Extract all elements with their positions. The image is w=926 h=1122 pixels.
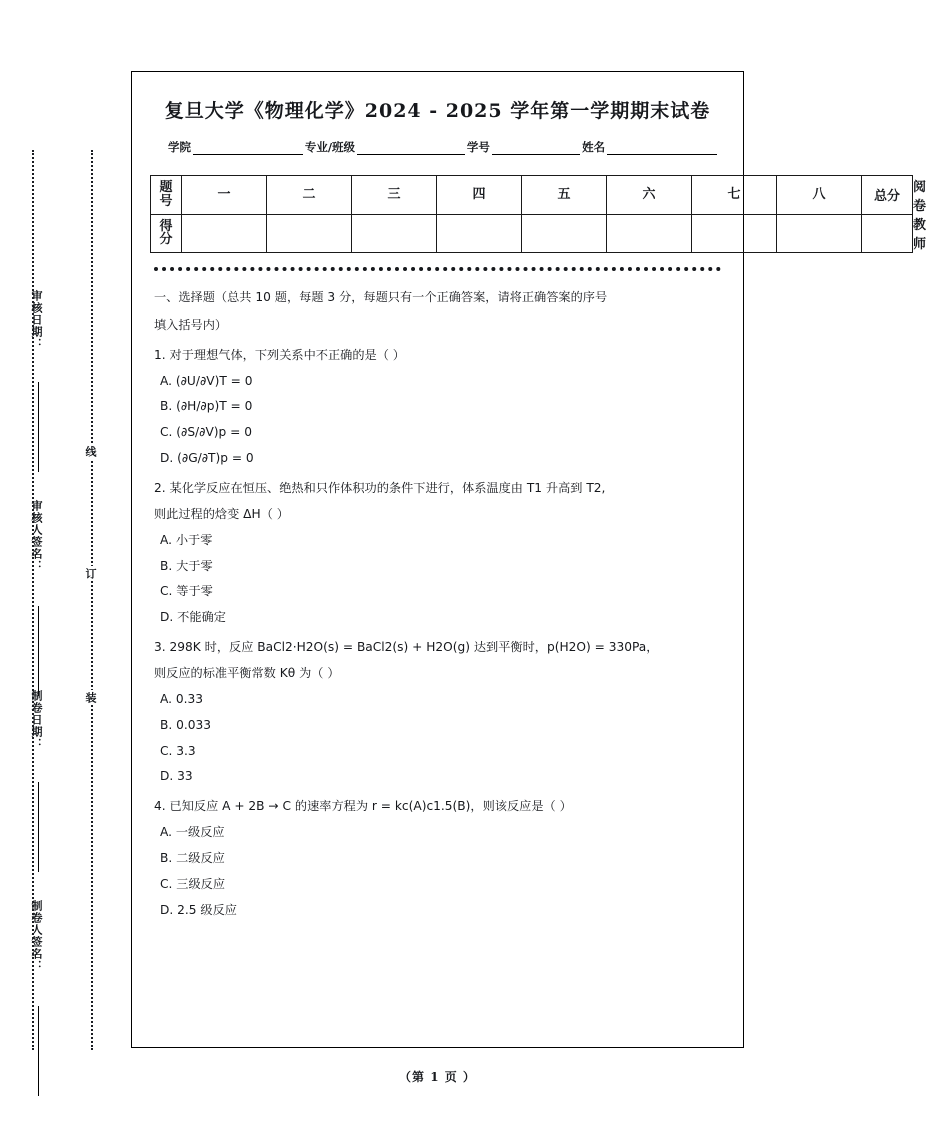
column-header-6: 六	[607, 176, 692, 215]
question-2-stem-line-1: 2. 某化学反应在恒压、绝热和只作体积功的条件下进行，体系温度由 T1 升高到 T2,	[154, 481, 606, 496]
margin-blank-line-auditor-signature	[38, 606, 39, 696]
score-cell-2[interactable]	[267, 214, 352, 253]
section-heading-line-1: 一、选择题（总共 10 题，每题 3 分，每题只有一个正确答案，请将正确答案的序号	[154, 290, 608, 304]
question-1-option-d[interactable]: D. (∂G/∂T)p = 0	[160, 451, 254, 466]
question-2-stem-line-2: 则此过程的焓变 ΔH（ ）	[154, 506, 289, 521]
binding-char-zhuang: 装	[84, 692, 97, 703]
question-1-option-b[interactable]: B. (∂H/∂p)T = 0	[160, 399, 253, 414]
page-title: 复旦大学《物理化学》2024 - 2025 学年第一学期期末试卷	[164, 100, 711, 122]
margin-label-audit-date: 审核日期：	[30, 290, 43, 350]
binding-dotted-line-outer	[32, 150, 34, 1050]
column-header-7: 七	[692, 176, 777, 215]
binding-char-ding: 订	[84, 568, 97, 579]
column-header-4: 四	[437, 176, 522, 215]
column-header-total: 总分	[862, 176, 913, 215]
question-2-option-b[interactable]: B. 大于零	[160, 558, 213, 573]
column-header-2: 二	[267, 176, 352, 215]
margin-label-printer-signature: 制卷人签名：	[30, 900, 43, 972]
college-label: 学院	[168, 140, 191, 154]
margin-label-print-date: 制卷日期：	[30, 690, 43, 750]
stub-char-de: 得	[159, 218, 173, 234]
margin-blank-line-printer-signature	[38, 1006, 39, 1096]
stub-char-fen: 分	[159, 232, 173, 248]
question-2-option-d[interactable]: D. 不能确定	[160, 610, 226, 625]
question-4-option-d[interactable]: D. 2.5 级反应	[160, 902, 237, 917]
binding-dotted-line-inner	[91, 150, 93, 1050]
score-cell-4[interactable]	[437, 214, 522, 253]
question-3-option-b[interactable]: B. 0.033	[160, 717, 211, 732]
column-header-5: 五	[522, 176, 607, 215]
score-cell-total[interactable]	[862, 214, 913, 253]
question-1-option-a[interactable]: A. (∂U/∂V)T = 0	[160, 373, 253, 388]
question-3-option-d[interactable]: D. 33	[160, 769, 193, 784]
column-header-1: 一	[182, 176, 267, 215]
dotted-separator	[154, 267, 721, 271]
score-cell-8[interactable]	[777, 214, 862, 253]
major-class-label: 专业/班级	[304, 140, 356, 154]
grader-label-line1: 阅卷	[913, 180, 926, 214]
college-field[interactable]	[193, 142, 303, 155]
score-cell-7[interactable]	[692, 214, 777, 253]
margin-blank-line-audit-date	[38, 382, 39, 472]
binding-char-xian: 线	[84, 446, 97, 457]
question-1-stem: 1. 对于理想气体，下列关系中不正确的是（ ）	[154, 347, 405, 362]
table-row-question-numbers	[151, 176, 913, 215]
question-4-option-b[interactable]: B. 二级反应	[160, 851, 225, 866]
grader-label-line2: 教师	[913, 218, 926, 252]
exam-body	[150, 285, 725, 924]
column-header-8: 八	[777, 176, 862, 215]
margin-label-auditor-signature: 审核人签名：	[30, 500, 43, 572]
stub-char-ti: 题	[159, 180, 173, 196]
question-3-option-a[interactable]: A. 0.33	[160, 691, 204, 706]
name-label: 姓名	[582, 140, 606, 154]
name-field[interactable]	[607, 142, 717, 155]
score-cell-3[interactable]	[352, 214, 437, 253]
student-id-field[interactable]	[492, 142, 580, 155]
section-heading-line-2: 填入括号内）	[154, 317, 228, 332]
major-class-field[interactable]	[357, 142, 465, 155]
question-3-stem-line-1: 3. 298K 时，反应 BaCl2·H2O(s) = BaCl2(s) + H2O(g) 达到平衡时，p(H2O) = 330Pa，	[154, 640, 659, 655]
question-1-option-c[interactable]: C. (∂S/∂V)p = 0	[160, 425, 253, 440]
question-4-option-c[interactable]: C. 三级反应	[160, 876, 226, 891]
margin-blank-line-print-date	[38, 782, 39, 872]
table-row-scores	[151, 214, 913, 253]
score-cell-6[interactable]	[607, 214, 692, 253]
question-4-stem: 4. 已知反应 A + 2B → C 的速率方程为 r = kc(A)c1.5(B)，则该反应是（ ）	[154, 799, 572, 814]
binding-margin	[0, 0, 130, 1122]
row-label-question-number	[151, 176, 182, 215]
row-label-score	[151, 214, 182, 253]
student-info-line	[150, 139, 725, 155]
column-header-3: 三	[352, 176, 437, 215]
page-footer: （第 1 页 ）	[399, 1070, 476, 1084]
question-2-option-c[interactable]: C. 等于零	[160, 584, 213, 599]
question-3-option-c[interactable]: C. 3.3	[160, 743, 196, 758]
score-cell-1[interactable]	[182, 214, 267, 253]
question-4-option-a[interactable]: A. 一级反应	[160, 825, 225, 840]
exam-paper-frame	[131, 71, 926, 1048]
score-cell-5[interactable]	[522, 214, 607, 253]
stub-char-hao: 号	[159, 193, 173, 209]
student-id-label: 学号	[466, 140, 490, 154]
question-2-option-a[interactable]: A. 小于零	[160, 532, 213, 547]
question-3-stem-line-2: 则反应的标准平衡常数 Kθ 为（ ）	[154, 666, 340, 681]
score-table	[150, 175, 926, 253]
